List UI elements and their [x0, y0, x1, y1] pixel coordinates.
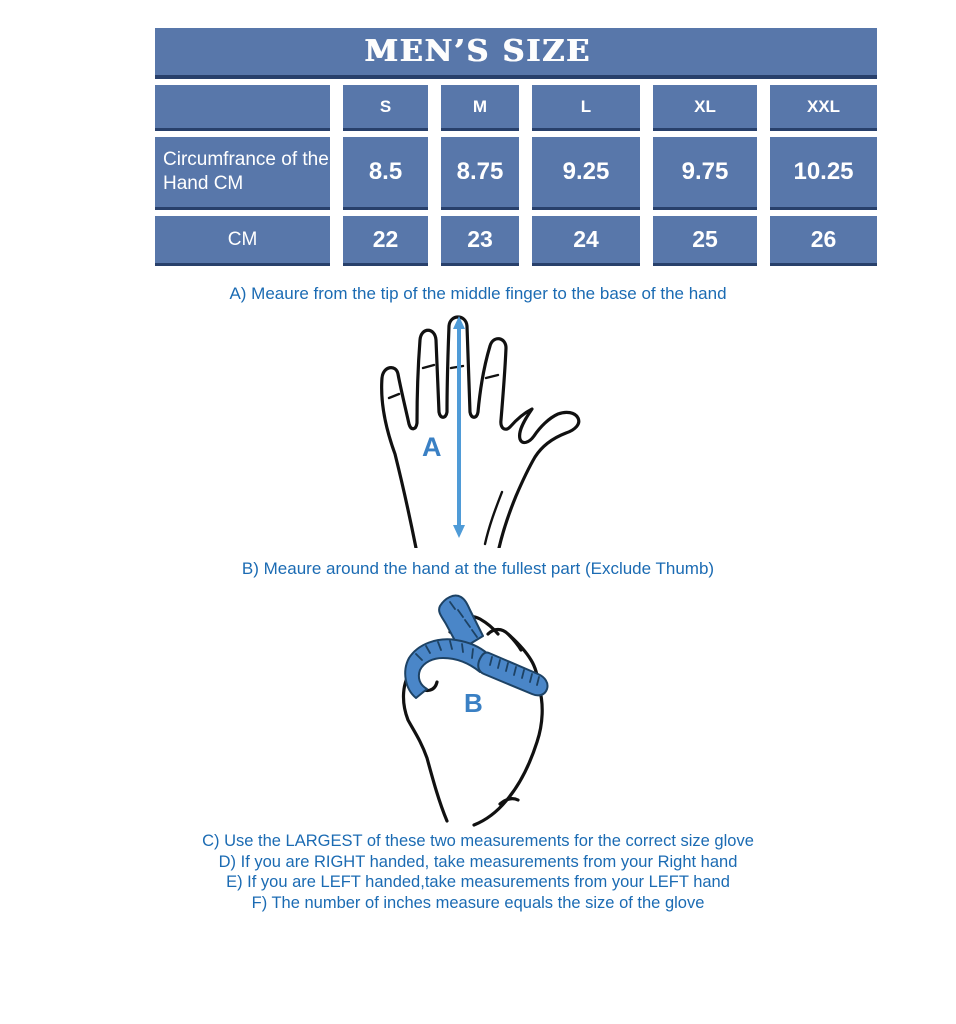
tape-band: [478, 653, 547, 696]
size-col-s: S: [343, 85, 428, 131]
measurement-arrow-a: [453, 316, 465, 538]
circumference-value-l: 9.25: [532, 137, 640, 210]
cm-value-m: 23: [441, 216, 519, 266]
hand-outline: [382, 317, 579, 548]
size-col-l: L: [532, 85, 640, 131]
instruction-line-e: E) If you are LEFT handed,take measurements from your LEFT hand: [226, 873, 730, 891]
size-col-m: M: [441, 85, 519, 131]
cm-value-xxl: 26: [770, 216, 877, 266]
hand-measure-label-a: A: [422, 432, 442, 462]
header-empty-cell: [155, 85, 330, 131]
instruction-line-c: C) Use the LARGEST of these two measurements for the correct size glove: [202, 832, 754, 850]
fist-measure-label-b: B: [464, 688, 483, 718]
fist-diagram: [392, 590, 572, 827]
row-label-cm: CM: [155, 216, 330, 266]
circumference-value-xl: 9.75: [653, 137, 757, 210]
instruction-line-a: A) Meaure from the tip of the middle finger to the base of the hand: [229, 284, 727, 303]
instruction-line-d: D) If you are RIGHT handed, take measurements from your Right hand: [218, 852, 738, 871]
cm-value-l: 24: [532, 216, 640, 266]
open-hand-diagram: [372, 314, 586, 548]
measuring-tape: [405, 596, 547, 698]
circumference-row: [155, 137, 877, 210]
instruction-line-b: B) Meaure around the hand at the fullest part (Exclude Thumb): [241, 559, 715, 578]
circumference-value-xxl: 10.25: [770, 137, 877, 210]
arrow-head-bottom: [453, 525, 465, 538]
mens-size-table: [155, 28, 877, 266]
table-title: MEN’S SIZE: [364, 34, 592, 69]
size-col-xxl: XXL: [770, 85, 877, 131]
size-col-xl: XL: [653, 85, 757, 131]
cm-row: [155, 216, 877, 266]
instruction-line-f: F) The number of inches measure equals the size of the glove: [251, 893, 705, 912]
cm-value-xl: 25: [653, 216, 757, 266]
circumference-value-m: 8.75: [441, 137, 519, 210]
circumference-value-s: 8.5: [343, 137, 428, 210]
size-header-row: [155, 85, 877, 131]
row-label-circumference: Circumfrance of the Hand CM: [155, 137, 330, 210]
finger-creases: [389, 365, 502, 544]
cm-value-s: 22: [343, 216, 428, 266]
footer-instructions: [0, 831, 956, 913]
table-title-bar: [155, 28, 877, 79]
